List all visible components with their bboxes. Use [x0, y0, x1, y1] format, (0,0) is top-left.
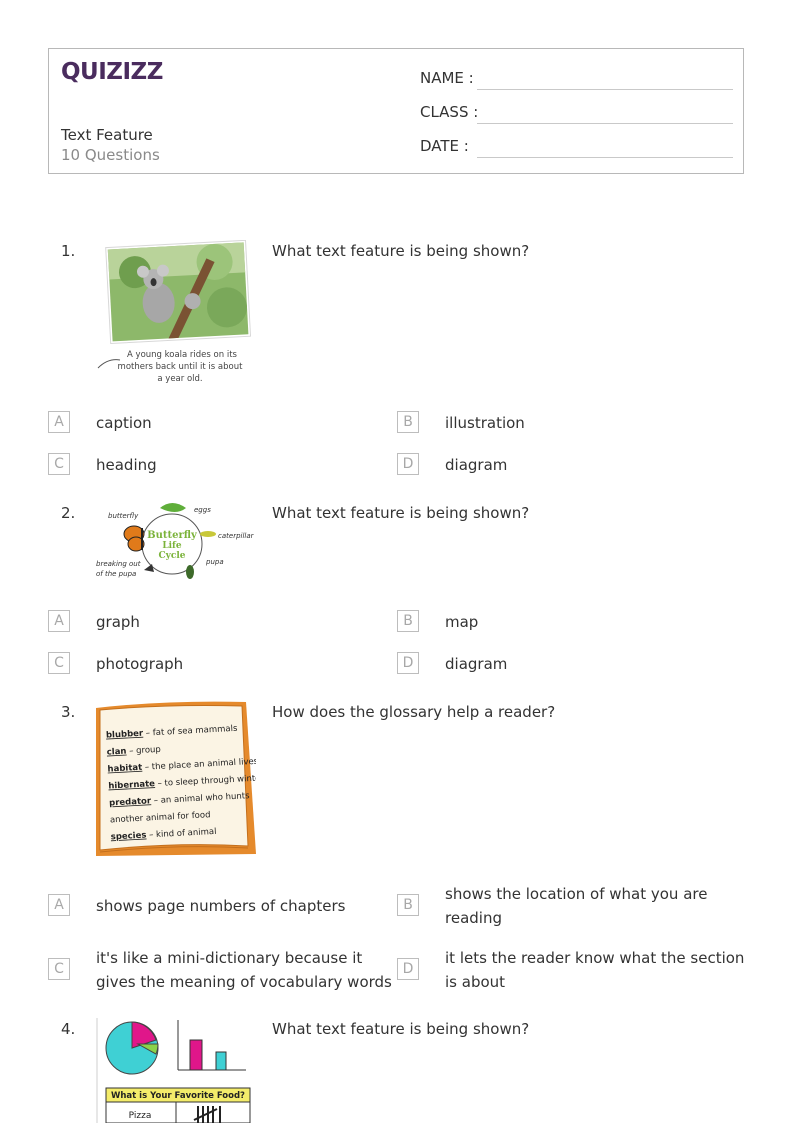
option-text[interactable]: diagram [445, 456, 508, 474]
diagram-title-1: Butterfly [147, 530, 197, 541]
koala-caption-image [96, 240, 256, 386]
diagram-title-2: Life [162, 541, 182, 551]
name-field[interactable] [477, 89, 733, 90]
label-eggs: eggs [194, 506, 211, 514]
option-letter-box[interactable]: A [48, 894, 70, 916]
option-text[interactable]: heading [96, 456, 157, 474]
glossary-line: another animal for food [109, 810, 211, 826]
option-letter-box[interactable]: A [48, 610, 70, 632]
graphs-and-table-image [96, 1018, 256, 1123]
option-text[interactable]: shows the location of what you are reading [445, 885, 708, 927]
option-letter-box[interactable]: C [48, 453, 70, 475]
glossary-line: predator – an animal who hunts [108, 791, 250, 809]
glossary-line: habitat – the place an animal lives [107, 756, 256, 775]
question-number: 4. [61, 1020, 76, 1038]
diagram-title-3: Cycle [158, 551, 186, 561]
glossary-line: clan – group [106, 744, 162, 758]
class-field[interactable] [477, 123, 733, 124]
question-text: How does the glossary help a reader? [272, 703, 556, 721]
koala-caption-line-2: mothers back until it is about [117, 362, 243, 372]
question-text: What text feature is being shown? [272, 242, 530, 260]
label-caterpillar: caterpillar [218, 532, 254, 540]
butterfly-life-cycle-diagram [96, 500, 256, 586]
option-letter-box[interactable]: C [48, 958, 70, 980]
koala-caption-line-3: a year old. [157, 374, 203, 384]
koala-caption-line-1: A young koala rides on its [127, 350, 237, 360]
option-letter-box[interactable]: B [397, 411, 419, 433]
glossary-line: blubber – fat of sea mammals [105, 723, 238, 741]
option-text[interactable]: it lets the reader know what the section is about [445, 949, 745, 991]
option-letter-box[interactable]: D [397, 958, 419, 980]
date-label: DATE : [420, 137, 469, 155]
label-butterfly: butterfly [108, 512, 139, 520]
option-text[interactable]: caption [96, 414, 152, 432]
option-letter-box[interactable]: A [48, 411, 70, 433]
table-row-label: Pizza [128, 1111, 152, 1121]
question-number: 1. [61, 242, 76, 260]
question-number: 2. [61, 504, 76, 522]
option-letter-box[interactable]: C [48, 652, 70, 674]
question-number: 3. [61, 703, 76, 721]
option-text[interactable]: map [445, 613, 479, 631]
option-text[interactable]: photograph [96, 655, 184, 673]
label-breaking-out-2: of the pupa [96, 570, 137, 578]
glossary-line: hibernate – to sleep through winter [108, 773, 256, 792]
date-field[interactable] [477, 157, 733, 158]
option-text[interactable]: illustration [445, 414, 525, 432]
question-text: What text feature is being shown? [272, 504, 530, 522]
question-text: What text feature is being shown? [272, 1020, 530, 1038]
label-breaking-out-1: breaking out [96, 560, 141, 568]
option-letter-box[interactable]: B [397, 610, 419, 632]
option-letter-box[interactable]: D [397, 652, 419, 674]
label-pupa: pupa [206, 558, 224, 566]
name-label: NAME : [420, 69, 474, 87]
quizizz-logo [61, 59, 163, 85]
option-text[interactable]: diagram [445, 655, 508, 673]
option-text[interactable]: it's like a mini-dictionary because it gives the meaning of vocabulary words [96, 949, 392, 991]
option-letter-box[interactable]: D [397, 453, 419, 475]
option-letter-box[interactable]: B [397, 894, 419, 916]
class-label: CLASS : [420, 103, 479, 121]
worksheet-title: Text Feature [61, 126, 153, 144]
glossary-line: species – kind of animal [110, 826, 217, 843]
glossary-book-image [96, 700, 256, 858]
worksheet-header [48, 48, 744, 174]
option-text[interactable]: shows page numbers of chapters [96, 897, 346, 915]
logo-text: QUIZIZZ [61, 59, 163, 85]
option-text[interactable]: graph [96, 613, 140, 631]
table-title: What is Your Favorite Food? [110, 1091, 246, 1101]
question-count: 10 Questions [61, 146, 160, 164]
